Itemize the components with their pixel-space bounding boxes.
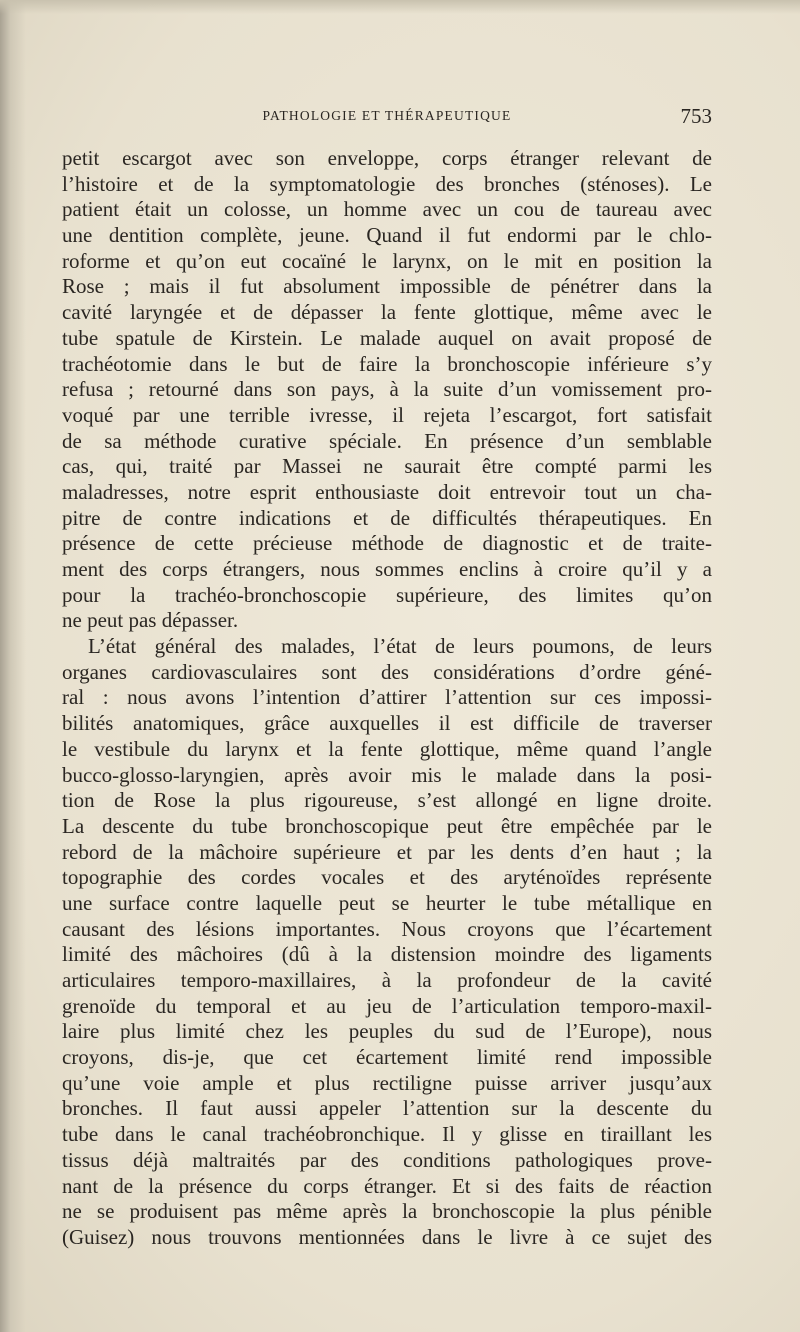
page-number: 753 bbox=[680, 104, 712, 128]
text-line: roforme et qu’on eut cocaïné le larynx, on le mit en position la bbox=[62, 248, 712, 273]
text-line: de sa méthode curative spéciale. En présence d’un semblable bbox=[62, 428, 712, 453]
text-line: voqué par une terrible ivresse, il rejeta l’escargot, fort satisfait bbox=[62, 402, 712, 427]
text-line: maladresses, notre esprit enthousiaste doit entrevoir tout un cha- bbox=[62, 479, 712, 504]
text-line: La descente du tube bronchoscopique peut être empêchée par le bbox=[62, 813, 712, 838]
text-line: Rose ; mais il fut absolument impossible de pénétrer dans la bbox=[62, 274, 712, 299]
text-line: grenoïde du temporal et au jeu de l’articulation temporo-maxil- bbox=[62, 993, 712, 1018]
text-line: cas, qui, traité par Massei ne saurait être compté parmi les bbox=[62, 454, 712, 479]
text-line: pitre de contre indications et de difficultés thérapeutiques. En bbox=[62, 505, 712, 530]
text-line: trachéotomie dans le but de faire la bronchoscopie inférieure s’y bbox=[62, 351, 712, 376]
text-line: bronches. Il faut aussi appeler l’attention sur la descente du bbox=[62, 1096, 712, 1121]
text-line: qu’une voie ample et plus rectiligne puisse arriver jusqu’aux bbox=[62, 1070, 712, 1095]
text-line: présence de cette précieuse méthode de diagnostic et de traite- bbox=[62, 531, 712, 556]
text-line: topographie des cordes vocales et des aryténoïdes représente bbox=[62, 865, 712, 890]
text-line: causant des lésions importantes. Nous croyons que l’écartement bbox=[62, 916, 712, 941]
body-text bbox=[62, 146, 712, 1251]
text-line: pour la trachéo-bronchoscopie supérieure, des limites qu’on bbox=[62, 582, 712, 607]
text-line: articulaires temporo-maxillaires, à la profondeur de la cavité bbox=[62, 968, 712, 992]
text-line: ne peut pas dépasser. bbox=[62, 608, 239, 633]
text-line: L’état général des malades, l’état de leurs poumons, de leurs bbox=[88, 634, 712, 659]
text-line: limité des mâchoires (dû à la distension moindre des ligaments bbox=[62, 942, 712, 967]
text-line: une dentition complète, jeune. Quand il fut endormi par le chlo- bbox=[62, 223, 712, 248]
text-line: nant de la présence du corps étranger. Et si des faits de réaction bbox=[62, 1173, 712, 1198]
text-line: tube dans le canal trachéobronchique. Il y glisse en tiraillant les bbox=[62, 1122, 712, 1147]
text-line: le vestibule du larynx et la fente glottique, même quand l’angle bbox=[62, 736, 712, 761]
page-top-edge bbox=[0, 0, 800, 14]
running-header bbox=[62, 104, 712, 130]
text-line: petit escargot avec son enveloppe, corps étranger relevant de bbox=[62, 146, 712, 170]
text-line: croyons, dis-je, que cet écartement limité rend impossible bbox=[62, 1045, 712, 1070]
text-line: organes cardiovasculaires sont des considérations d’ordre géné- bbox=[62, 659, 712, 684]
text-line: ment des corps étrangers, nous sommes enclins à croire qu’il y a bbox=[62, 557, 712, 581]
text-line: bilités anatomiques, grâce auxquelles il est difficile de traverser bbox=[62, 711, 712, 736]
text-line: l’histoire et de la symptomatologie des bronches (sténoses). Le bbox=[62, 171, 712, 196]
text-line: refusa ; retourné dans son pays, à la suite d’un vomissement pro- bbox=[62, 377, 712, 402]
text-line: ne se produisent pas même après la bronchoscopie la plus pénible bbox=[62, 1199, 712, 1224]
text-line: (Guisez) nous trouvons mentionnées dans le livre à ce sujet des bbox=[62, 1224, 712, 1249]
text-line: tion de Rose la plus rigoureuse, s’est allongé en ligne droite. bbox=[62, 788, 712, 813]
text-line: tube spatule de Kirstein. Le malade auquel on avait proposé de bbox=[62, 325, 712, 350]
binding-shadow bbox=[0, 0, 26, 1332]
paragraph-1 bbox=[62, 146, 712, 634]
text-line: cavité laryngée et de dépasser la fente glottique, même avec le bbox=[62, 300, 712, 325]
text-line: rebord de la mâchoire supérieure et par les dents d’en haut ; la bbox=[62, 839, 712, 864]
text-line: tissus déjà maltraités par des conditions pathologiques prove- bbox=[62, 1147, 712, 1172]
text-line: une surface contre laquelle peut se heurter le tube métallique en bbox=[62, 890, 712, 915]
text-line: ral : nous avons l’intention d’attirer l’attention sur ces impossi- bbox=[62, 685, 712, 710]
text-line: patient était un colosse, un homme avec un cou de taureau avec bbox=[62, 197, 712, 222]
text-line: bucco-glosso-laryngien, après avoir mis le malade dans la posi- bbox=[62, 762, 712, 787]
paragraph-2 bbox=[62, 634, 712, 1251]
running-title: PATHOLOGIE ET THÉRAPEUTIQUE bbox=[262, 108, 512, 123]
text-line: laire plus limité chez les peuples du sud de l’Europe), nous bbox=[62, 1019, 712, 1044]
